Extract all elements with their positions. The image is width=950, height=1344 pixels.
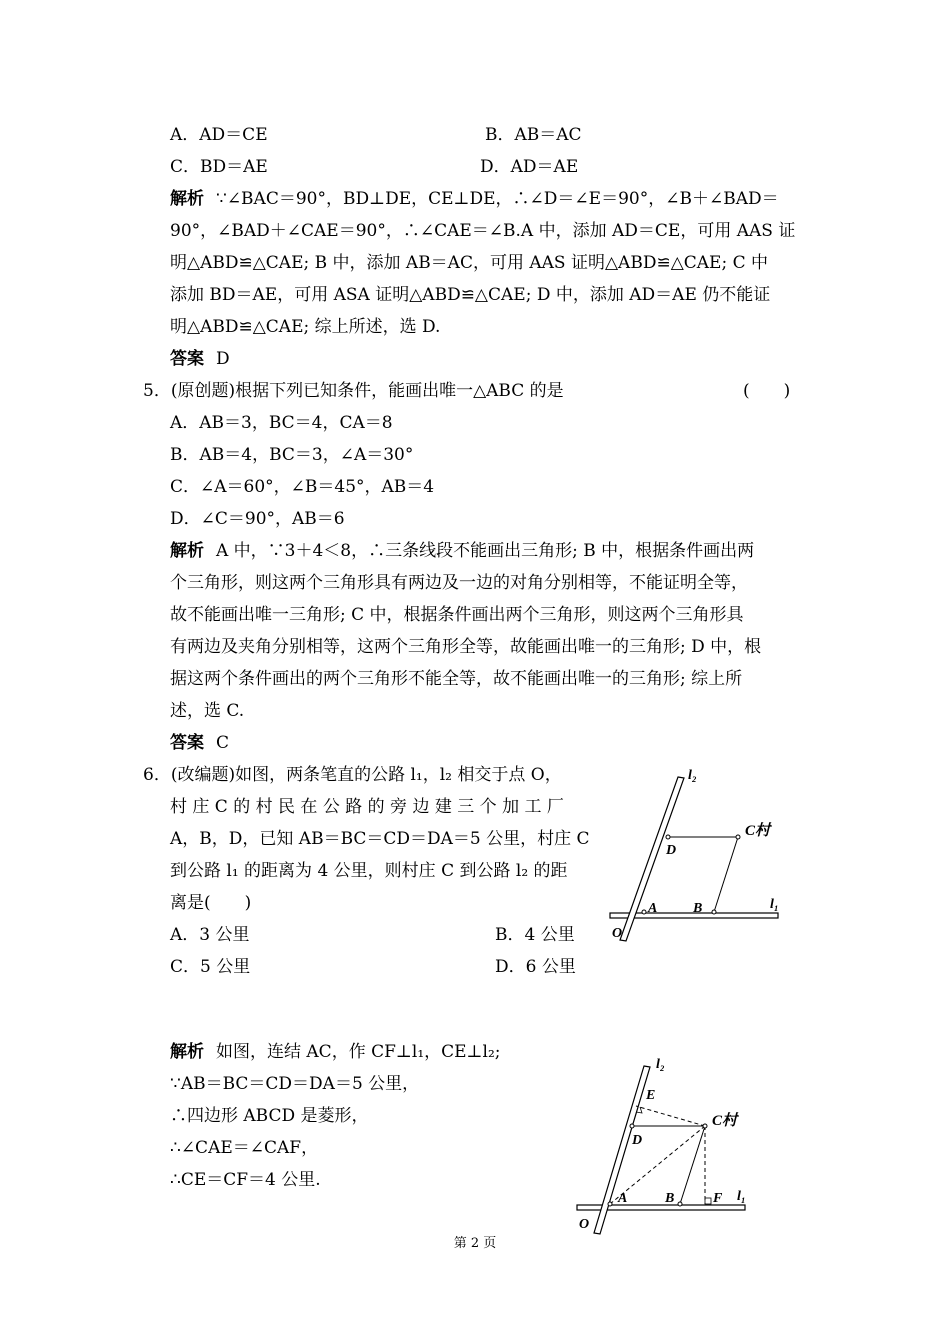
figure-roads-2 — [570, 1050, 760, 1235]
q6-option-d: D．6 公里 — [495, 957, 576, 977]
q5-analysis-line: 故不能画出唯一三角形; C 中，根据条件画出两个三角形，则这两个三角形具 — [170, 605, 744, 625]
q6-option-b: B．4 公里 — [495, 925, 575, 945]
fig2-label-o: O — [579, 1217, 590, 1232]
q5-analysis-line: 有两边及夹角分别相等，这两个三角形全等，故能画出唯一的三角形; D 中，根 — [170, 637, 762, 657]
q6-stem-line: 村 庄 C 的 村 民 在 公 路 的 旁 边 建 三 个 加 工 厂 — [170, 797, 564, 817]
page-footer: 第 2 页 — [453, 1236, 497, 1251]
fig2-label-b: B — [665, 1191, 675, 1206]
q5-stem: 5．(原创题)根据下列已知条件，能画出唯一△ABC 的是 — [143, 381, 564, 401]
fig1-label-o: O — [612, 926, 623, 941]
q6-stem-line: A，B，D，已知 AB＝BC＝CD＝DA＝5 公里，村庄 C — [170, 829, 590, 849]
fig1-label-l1: l₁ — [770, 897, 779, 912]
q4-analysis-line: 明△ABD≌△CAE; 综上所述，选 D. — [170, 317, 441, 337]
q6-option-c: C．5 公里 — [170, 957, 251, 977]
fig1-label-c: C村 — [745, 823, 771, 839]
fig2-label-d: D — [632, 1133, 643, 1148]
q6-stem-line: 到公路 l₁ 的距离为 4 公里，则村庄 C 到公路 l₂ 的距 — [170, 861, 568, 881]
q6-analysis-line: ∵AB＝BC＝CD＝DA＝5 公里， — [170, 1074, 420, 1094]
q4-analysis-line: 明△ABD≌△CAE; B 中，添加 AB＝AC，可用 AAS 证明△ABD≌△CAE; C 中 — [170, 253, 769, 273]
q5-answer — [170, 731, 229, 755]
q4-answer-value: D — [216, 349, 230, 369]
q4-analysis-line — [170, 187, 779, 211]
q4-option-b: B．AB＝AC — [485, 125, 582, 145]
q5-option: C．∠A＝60°，∠B＝45°，AB＝4 — [170, 477, 435, 497]
fig2-label-c: C村 — [712, 1113, 738, 1129]
q5-analysis-line: 据这两个条件画出的两个三角形不能全等，故不能画出唯一的三角形; 综上所 — [170, 669, 743, 689]
q4-option-d: D．AD＝AE — [480, 157, 579, 177]
fig1-label-b: B — [693, 901, 703, 916]
q6-stem-line: 6．(改编题)如图，两条笔直的公路 l₁，l₂ 相交于点 O， — [143, 765, 562, 785]
q6-analysis-line: ∴∠CAE＝∠CAF， — [170, 1138, 319, 1158]
q5-analysis-text: A 中，∵3＋4＜8，∴三条线段不能画出三角形; B 中，根据条件画出两 — [216, 541, 755, 561]
q6-analysis-line: ∴四边形 ABCD 是菱形， — [170, 1106, 369, 1126]
q6-analysis-line — [170, 1040, 501, 1064]
q5-analysis-line: 述，选 C. — [170, 701, 245, 721]
q6-option-a: A．3 公里 — [170, 925, 250, 945]
figure-roads-1 — [600, 765, 790, 945]
q4-option-c: C．BD＝AE — [170, 157, 268, 177]
q6-analysis-label: 解析 — [170, 1042, 204, 1062]
fig2-label-e: E — [646, 1088, 656, 1103]
q4-answer — [170, 347, 230, 371]
q5-option: B．AB＝4，BC＝3，∠A＝30° — [170, 445, 414, 465]
q5-answer-value: C — [216, 733, 230, 753]
q5-analysis-label: 解析 — [170, 541, 204, 561]
q4-analysis-line: 90°，∠BAD＋∠CAE＝90°，∴∠CAE＝∠B.A 中，添加 AD＝CE，可用 AAS 证 — [170, 221, 796, 241]
q6-analysis-line: ∴CE＝CF＝4 公里. — [170, 1170, 321, 1190]
q5-option: A．AB＝3，BC＝4，CA＝8 — [170, 413, 393, 433]
q5-analysis-line: 个三角形，则这两个三角形具有两边及一边的对角分别相等，不能证明全等， — [170, 573, 748, 593]
q4-option-a: A．AD＝CE — [170, 125, 268, 145]
fig1-label-l2: l₂ — [688, 768, 697, 783]
q4-answer-label: 答案 — [170, 349, 204, 369]
fig2-label-l1: l₁ — [737, 1189, 746, 1204]
fig1-label-d: D — [666, 843, 677, 858]
q6-analysis-text: 如图，连结 AC，作 CF⊥l₁，CE⊥l₂; — [216, 1042, 501, 1062]
q6-stem-line: 离是( ) — [170, 893, 252, 913]
fig1-label-a: A — [648, 901, 658, 916]
fig2-label-l2: l₂ — [656, 1057, 665, 1072]
q4-analysis-label: 解析 — [170, 189, 204, 209]
q5-answer-label: 答案 — [170, 733, 204, 753]
fig2-label-a: A — [618, 1191, 628, 1206]
fig2-label-f: F — [713, 1191, 723, 1206]
q5-analysis-line — [170, 539, 754, 563]
q4-analysis-line: 添加 BD＝AE，可用 ASA 证明△ABD≌△CAE; D 中，添加 AD＝AE 仍不能证 — [170, 285, 771, 305]
q5-blank: ( ) — [743, 381, 791, 401]
q5-option: D．∠C＝90°，AB＝6 — [170, 509, 345, 529]
q4-analysis-text: ∵∠BAC＝90°，BD⊥DE，CE⊥DE，∴∠D＝∠E＝90°，∠B＋∠BAD＝ — [216, 189, 779, 209]
